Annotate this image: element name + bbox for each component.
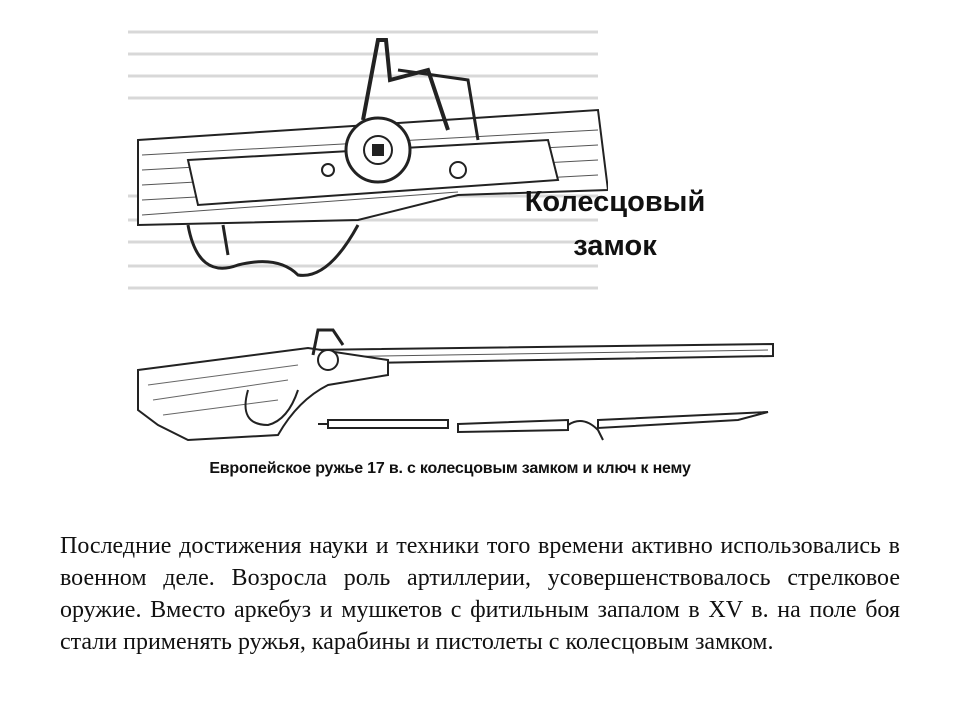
figure-label-line1: Колесцовый xyxy=(524,186,706,218)
figure-caption: Европейское ружье 17 в. с колесцовым замком и ключ к нему xyxy=(209,460,691,477)
body-paragraph: Последние достижения науки и техники того времени активно использовались в военном деле. Возросла роль артиллерии, усовершенствовалось стрелковое оружие. Вместо аркебуз и мушкетов с фитильным запалом в XV в. на поле боя стали применять ружья, карабины и пистолеты с колесцовым замком. xyxy=(60,533,900,655)
figure-label-line2: замок xyxy=(573,230,657,262)
gun-and-key-illustration xyxy=(128,320,788,450)
figure-label xyxy=(470,180,760,268)
